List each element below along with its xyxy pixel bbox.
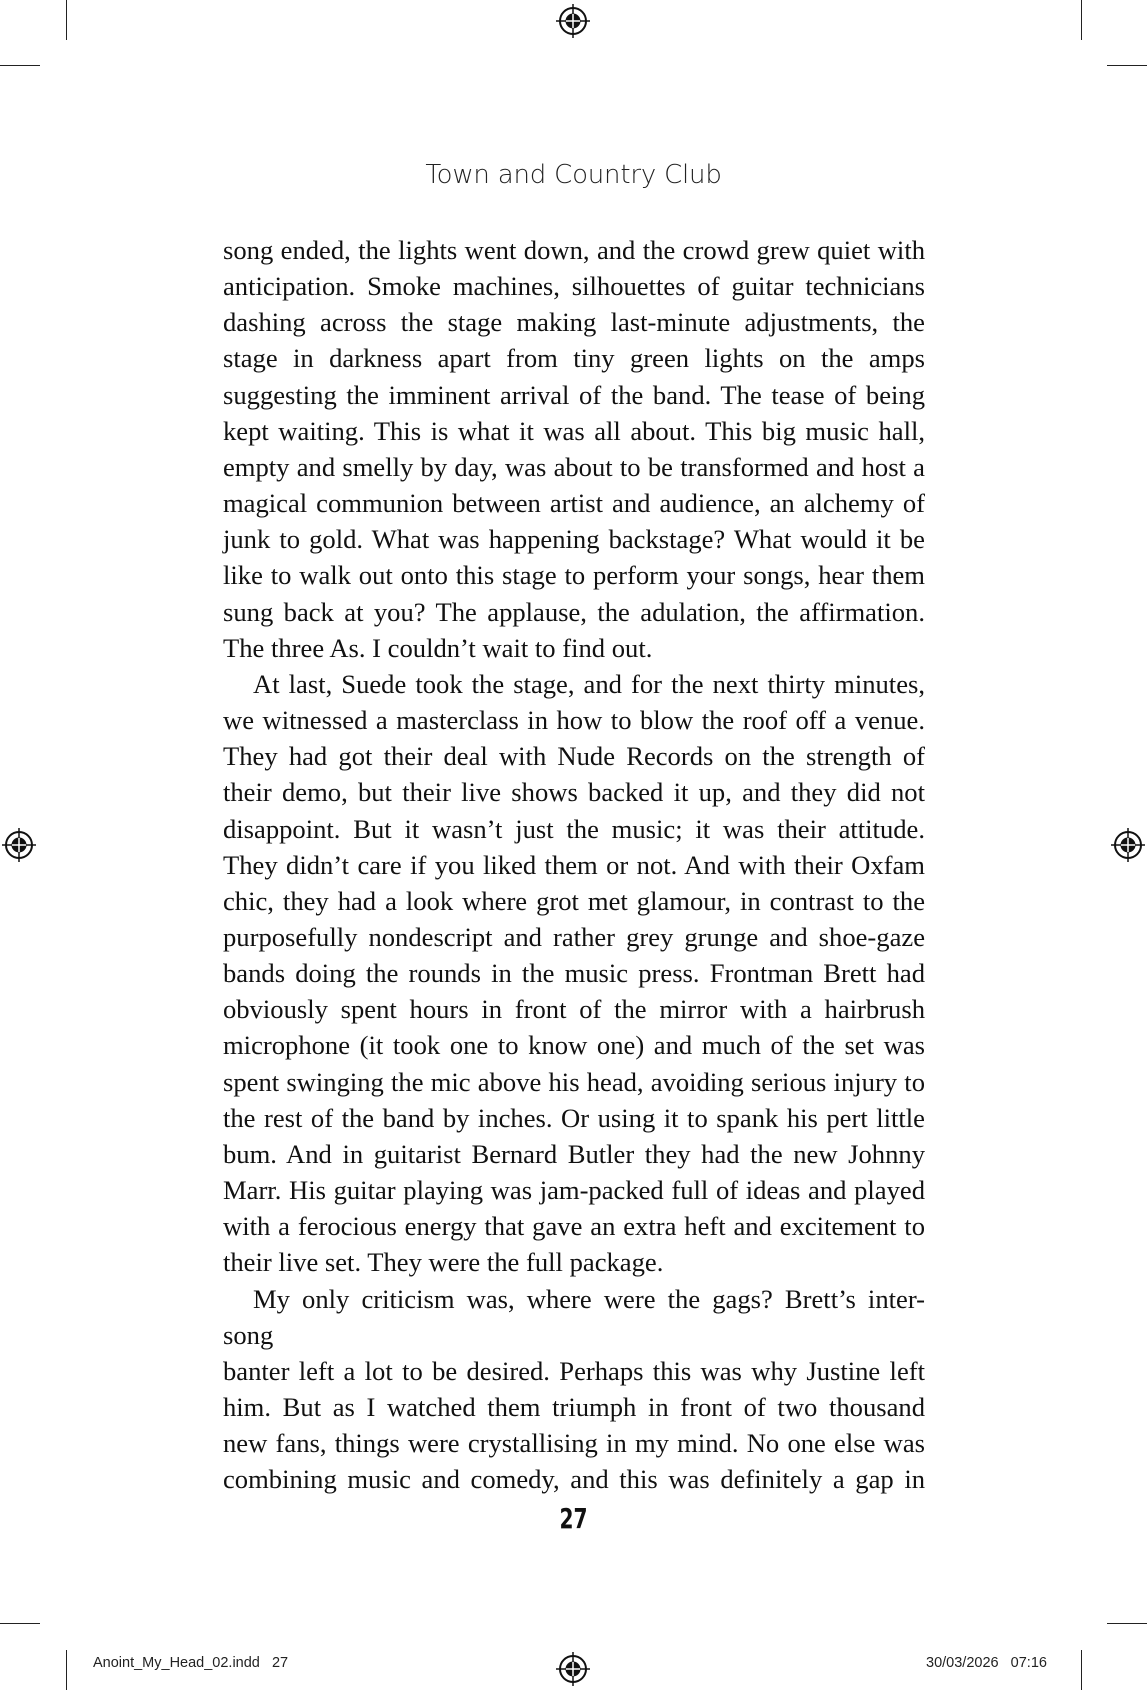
text-line: stage in darkness apart from tiny green lights on the amps <box>223 343 925 374</box>
text-line: They didn’t care if you liked them or not. And with their Oxfam <box>223 849 925 880</box>
text-line: sung back at you? The applause, the adulation, the affirmation. <box>223 596 925 627</box>
crop-mark-top-right-v <box>1081 0 1082 40</box>
text-line: banter left a lot to be desired. Perhaps this was why Justine left <box>223 1355 925 1386</box>
slug-filename: Anoint_My_Head_02.indd 27 <box>93 1655 289 1671</box>
text-line: kept waiting. This is what it was all about. This big music hall, <box>223 415 925 446</box>
registration-mark-icon <box>556 4 590 38</box>
text-line: bum. And in guitarist Bernard Butler they had the new Johnny <box>223 1138 925 1169</box>
text-line: song ended, the lights went down, and the crowd grew quiet with <box>223 235 925 265</box>
text-line: disappoint. But it wasn’t just the music; it was their attitude. <box>223 813 925 844</box>
text-line: combining music and comedy, and this was definitely a gap in <box>223 1464 925 1495</box>
text-line: purposefully nondescript and rather grey grunge and shoe-gaze <box>223 921 925 952</box>
text-line: microphone (it took one to know one) and much of the set was <box>223 1030 925 1061</box>
text-line: suggesting the imminent arrival of the band. The tease of being <box>223 379 925 410</box>
text-line: with a ferocious energy that gave an extra heft and excitement to <box>223 1211 925 1242</box>
text-line: My only criticism was, where were the gags? Brett’s inter-song <box>223 1283 925 1350</box>
registration-mark-icon <box>556 1652 590 1686</box>
text-line: him. But as I watched them triumph in front of two thousand <box>223 1392 925 1422</box>
text-line: anticipation. Smoke machines, silhouettes of guitar technicians <box>223 271 925 302</box>
text-line: junk to gold. What was happening backstage? What would it be <box>223 524 925 555</box>
text-line: obviously spent hours in front of the mirror with a hairbrush <box>223 994 925 1025</box>
text-line: Marr. His guitar playing was jam-packed full of ideas and played <box>223 1175 925 1206</box>
registration-mark-icon <box>1111 828 1145 862</box>
text-line: the rest of the band by inches. Or using it to spank his pert little <box>223 1102 925 1133</box>
text-line: The three As. I couldn’t wait to find out. <box>223 632 653 663</box>
body-text <box>223 232 925 1497</box>
running-head: Town and Country Club <box>425 160 722 190</box>
crop-mark-bottom-right-v <box>1081 1650 1082 1690</box>
text-line: They had got their deal with Nude Records on the strength of <box>223 741 925 772</box>
text-line: new fans, things were crystallising in my mind. No one else was <box>223 1428 925 1459</box>
crop-mark-top-right-h <box>1107 65 1147 66</box>
text-line: like to walk out onto this stage to perform your songs, hear them <box>223 560 925 591</box>
registration-mark-icon <box>2 828 36 862</box>
text-line: bands doing the rounds in the music press. Frontman Brett had <box>223 958 925 989</box>
crop-mark-top-left-v <box>66 0 67 40</box>
slug-datetime: 30/03/2026 07:16 <box>926 1655 1047 1671</box>
text-line: their demo, but their live shows backed it up, and they did not <box>223 777 925 808</box>
crop-mark-bottom-left-h <box>0 1623 40 1624</box>
text-line: spent swinging the mic above his head, avoiding serious injury to <box>223 1066 925 1097</box>
crop-mark-bottom-right-h <box>1107 1623 1147 1624</box>
text-line: At last, Suede took the stage, and for the next thirty minutes, <box>253 668 925 699</box>
text-line: their live set. They were the full package. <box>223 1247 664 1278</box>
text-line: magical communion between artist and audience, an alchemy of <box>223 488 925 519</box>
text-line: we witnessed a masterclass in how to blow the roof off a venue. <box>223 705 925 736</box>
crop-mark-bottom-left-v <box>66 1650 67 1690</box>
text-line: chic, they had a look where grot met glamour, in contrast to the <box>223 885 925 916</box>
text-line: empty and smelly by day, was about to be transformed and host a <box>223 451 925 482</box>
page-number: 27 <box>559 1502 588 1535</box>
crop-mark-top-left-h <box>0 65 40 66</box>
text-line: dashing across the stage making last-minute adjustments, the <box>223 307 925 338</box>
